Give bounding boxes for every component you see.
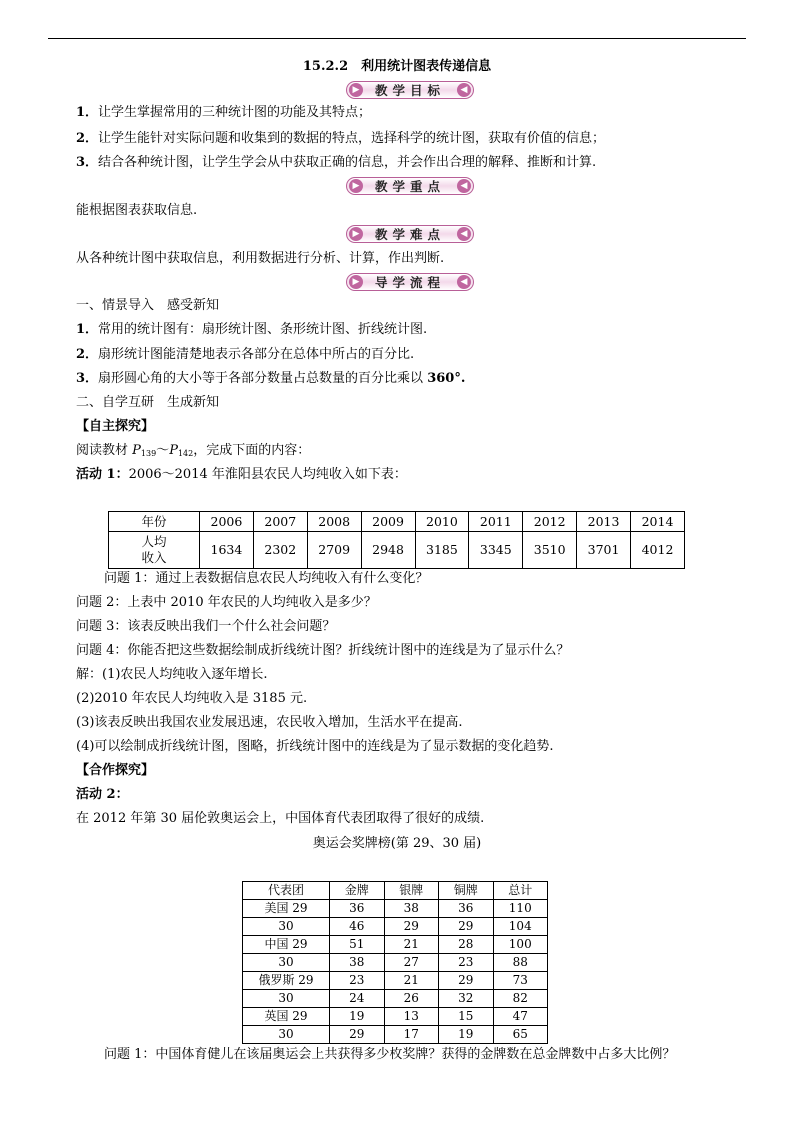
table-cell: 13 <box>384 1008 439 1026</box>
table-header-cell: 银牌 <box>384 882 439 900</box>
table-cell: 21 <box>384 936 439 954</box>
arrow-left-icon: ◀ <box>457 275 471 289</box>
arrow-left-icon: ◀ <box>457 179 471 193</box>
table-header-cell: 年份 <box>109 512 200 532</box>
table-cell: 26 <box>384 990 439 1008</box>
question: 问题 2：上表中 2010 年农民的人均纯收入是多少？ <box>76 595 377 610</box>
table-cell: 100 <box>493 936 548 954</box>
page-title: 15.2.2 利用统计图表传递信息 <box>302 59 492 74</box>
table-cell: 1634 <box>200 532 254 569</box>
part1-item: 3．扇形圆心角的大小等于各部分数量占总数量的百分比乘以 360°. <box>76 371 466 386</box>
table-cell: 28 <box>439 936 494 954</box>
arrow-right-icon: ▶ <box>349 179 363 193</box>
table-cell: 65 <box>493 1026 548 1044</box>
difficulty-text: 从各种统计图中获取信息，利用数据进行分析、计算，作出判断. <box>76 251 445 266</box>
table-cell: 29 <box>439 918 494 936</box>
section-label: 教学重点 <box>374 179 445 194</box>
table-cell: 2011 <box>469 512 523 532</box>
table-header-cell: 金牌 <box>330 882 385 900</box>
section-label: 导学流程 <box>374 275 445 290</box>
header-rule <box>48 38 746 39</box>
table-cell: 4012 <box>631 532 685 569</box>
table-cell: 2013 <box>577 512 631 532</box>
table-cell: 2008 <box>307 512 361 532</box>
table-row <box>243 900 548 918</box>
question: 问题 1：通过上表数据信息农民人均纯收入有什么变化？ <box>104 571 429 586</box>
table-cell: 104 <box>493 918 548 936</box>
table-cell: 21 <box>384 972 439 990</box>
section-banner-difficulty <box>346 225 474 243</box>
table-cell: 51 <box>330 936 385 954</box>
income-table <box>108 511 685 569</box>
medal-table <box>242 881 548 1044</box>
table-cell: 46 <box>330 918 385 936</box>
table-cell: 英国 29 <box>243 1008 330 1026</box>
table-cell: 24 <box>330 990 385 1008</box>
table-header-row <box>243 882 548 900</box>
table-cell: 110 <box>493 900 548 918</box>
table-cell: 2948 <box>361 532 415 569</box>
table-cell: 3510 <box>523 532 577 569</box>
table-row <box>243 918 548 936</box>
section-label: 教学目标 <box>374 83 445 98</box>
self-study-label: 【自主探究】 <box>76 419 155 434</box>
arrow-right-icon: ▶ <box>349 227 363 241</box>
table-cell: 3701 <box>577 532 631 569</box>
section-banner-goals <box>346 81 474 99</box>
coop-label: 【合作探究】 <box>76 763 155 778</box>
activity2-text: 在 2012 年第 30 届伦敦奥运会上，中国体育代表团取得了很好的成绩. <box>76 811 485 826</box>
table-cell: 30 <box>243 918 330 936</box>
table-row <box>243 954 548 972</box>
table-cell: 2709 <box>307 532 361 569</box>
table-cell: 38 <box>330 954 385 972</box>
answer: (3)该表反映出我国农业发展迅速，农民收入增加，生活水平在提高. <box>76 715 463 730</box>
table-row <box>243 1008 548 1026</box>
table-cell: 47 <box>493 1008 548 1026</box>
activity2-label: 活动 2： <box>76 787 129 802</box>
table-cell: 2007 <box>253 512 307 532</box>
table-cell: 30 <box>243 990 330 1008</box>
table-cell: 美国 29 <box>243 900 330 918</box>
table-cell: 23 <box>439 954 494 972</box>
table-cell: 29 <box>384 918 439 936</box>
table-cell: 俄罗斯 29 <box>243 972 330 990</box>
table-cell: 17 <box>384 1026 439 1044</box>
table-cell: 2014 <box>631 512 685 532</box>
table-cell: 2009 <box>361 512 415 532</box>
table-cell: 88 <box>493 954 548 972</box>
table-cell: 36 <box>439 900 494 918</box>
arrow-left-icon: ◀ <box>457 227 471 241</box>
table-cell: 23 <box>330 972 385 990</box>
section-label: 教学难点 <box>374 227 445 242</box>
key-text: 能根据图表获取信息. <box>76 203 198 218</box>
section-banner-flow <box>346 273 474 291</box>
table-row <box>109 512 685 532</box>
part1-item: 1．常用的统计图有：扇形统计图、条形统计图、折线统计图. <box>76 322 428 337</box>
table-cell: 3185 <box>415 532 469 569</box>
table-header-cell: 代表团 <box>243 882 330 900</box>
table-cell: 30 <box>243 1026 330 1044</box>
table-cell: 2302 <box>253 532 307 569</box>
answer: (4)可以绘制成折线统计图，图略，折线统计图中的连线是为了显示数据的变化趋势. <box>76 739 554 754</box>
table-header-cell: 铜牌 <box>439 882 494 900</box>
table-cell: 73 <box>493 972 548 990</box>
table-cell: 3345 <box>469 532 523 569</box>
table-row <box>109 532 685 569</box>
goal-item: 1．让学生掌握常用的三种统计图的功能及其特点； <box>76 105 372 120</box>
table-row <box>243 936 548 954</box>
table-cell: 38 <box>384 900 439 918</box>
table-cell: 中国 29 <box>243 936 330 954</box>
table-row <box>243 972 548 990</box>
table-cell: 30 <box>243 954 330 972</box>
question: 问题 4：你能否把这些数据绘制成折线统计图？折线统计图中的连线是为了显示什么？ <box>76 643 570 658</box>
reading-instruction: 阅读教材 $P_{139}\sim P_{142}$，完成下面的内容： <box>76 443 311 458</box>
table-cell: 19 <box>439 1026 494 1044</box>
table-cell: 27 <box>384 954 439 972</box>
table-cell: 2012 <box>523 512 577 532</box>
arrow-left-icon: ◀ <box>457 83 471 97</box>
table-cell: 36 <box>330 900 385 918</box>
table-cell: 29 <box>330 1026 385 1044</box>
table-cell: 19 <box>330 1008 385 1026</box>
table-cell: 82 <box>493 990 548 1008</box>
goal-item: 2．让学生能针对实际问题和收集到的数据的特点，选择科学的统计图，获取有价值的信息； <box>76 131 606 146</box>
table-cell: 2006 <box>200 512 254 532</box>
activity1: 活动 1：2006～2014 年淮阳县农民人均纯收入如下表： <box>76 467 407 482</box>
answer: 解：(1)农民人均纯收入逐年增长. <box>76 667 268 682</box>
table-row <box>243 1026 548 1044</box>
table-cell: 15 <box>439 1008 494 1026</box>
section-banner-key <box>346 177 474 195</box>
goal-item: 3．结合各种统计图，让学生学会从中获取正确的信息，并会作出合理的解释、推断和计算. <box>76 155 597 170</box>
arrow-right-icon: ▶ <box>349 83 363 97</box>
table-header-cell: 人均 收入 <box>109 532 200 569</box>
part1-heading: 一、情景导入 感受新知 <box>76 298 220 313</box>
table-cell: 32 <box>439 990 494 1008</box>
table-header-cell: 总计 <box>493 882 548 900</box>
arrow-right-icon: ▶ <box>349 275 363 289</box>
question: 问题 1：中国体育健儿在该届奥运会上共获得多少枚奖牌？获得的金牌数在总金牌数中占多大比例？ <box>104 1047 676 1062</box>
table-cell: 29 <box>439 972 494 990</box>
part2-heading: 二、自学互研 生成新知 <box>76 395 220 410</box>
part1-item: 2．扇形统计图能清楚地表示各部分在总体中所占的百分比. <box>76 347 415 362</box>
table-row <box>243 990 548 1008</box>
table-cell: 2010 <box>415 512 469 532</box>
answer: (2)2010 年农民人均纯收入是 3185 元. <box>76 691 308 706</box>
table2-title: 奥运会奖牌榜(第 29、30 届) <box>312 836 482 851</box>
question: 问题 3：该表反映出我们一个什么社会问题？ <box>76 619 336 634</box>
